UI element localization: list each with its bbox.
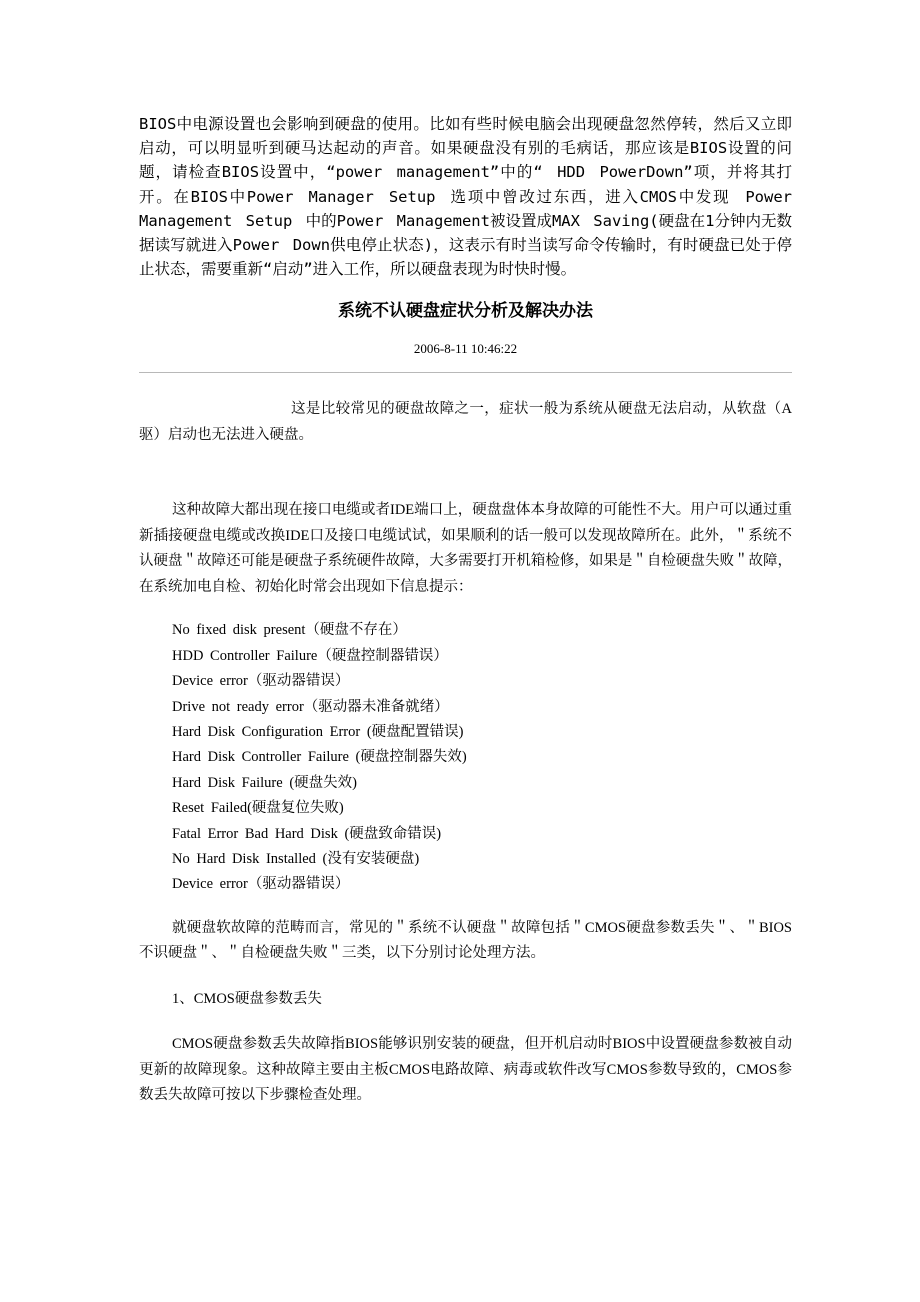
- document-page: [139, 112, 792, 1109]
- error-message-item: HDD Controller Failure（硬盘控制器错误）: [172, 647, 448, 664]
- article-title: 系统不认硬盘症状分析及解决办法: [338, 301, 593, 322]
- fault-cause-paragraph: 这种故障大都出现在接口电缆或者IDE端口上，硬盘盘体本身故障的可能性不大。用户可以通过重新插接硬盘电缆或改换IDE口及接口电缆试试，如果顺利的话一般可以发现故障所在。此外，＂系统不认硬盘＂故障还可能是硬盘子系统硬件故障，大多需要打开机箱检修，如果是＂自检硬盘失败＂故障，在系统加电自检、初始化时常会出现如下信息提示：: [139, 502, 792, 595]
- bios-power-paragraph: BIOS中电源设置也会影响到硬盘的使用。比如有些时候电脑会出现硬盘忽然停转，然后又立即启动，可以明显听到硬马达起动的声音。如果硬盘没有别的毛病话，那应该是BIOS设置的问题，请检查BIOS设置中，“power management”中的“ HDD PowerDown”项，并将其打开。在BIOS中Power Manager Setup 选项中曾改过东西，进入CMOS中发现 Power Management Setup 中的Power Management被设置成MAX Saving(硬盘在1分钟内无数据读写就进入Power Down供电停止状态)，这表示有时当读写命令传输时，有时硬盘已处于停止状态，需要重新“启动”进入工作，所以硬盘表现为时快时慢。: [139, 115, 792, 279]
- error-message-item: Hard Disk Configuration Error (硬盘配置错误): [172, 724, 464, 741]
- error-message-item: Hard Disk Controller Failure (硬盘控制器失效): [172, 749, 467, 766]
- error-message-item: Device error（驱动器错误）: [172, 673, 350, 690]
- section-heading-cmos: 1、CMOS硬盘参数丢失: [172, 990, 322, 1007]
- error-message-list: [139, 618, 792, 897]
- error-message-item: Drive not ready error（驱动器未准备就绪）: [172, 698, 449, 715]
- intro-paragraph: 这是比较常见的硬盘故障之一，症状一般为系统从硬盘无法启动，从软盘（A驱）启动也无法进入硬盘。: [139, 401, 792, 443]
- article-date: 2006-8-11 10:46:22: [413, 341, 518, 357]
- error-message-item: Fatal Error Bad Hard Disk (硬盘致命错误): [172, 825, 442, 842]
- cmos-paragraph: CMOS硬盘参数丢失故障指BIOS能够识别安装的硬盘，但开机启动时BIOS中设置硬盘参数被自动更新的故障现象。这种故障主要由主板CMOS电路故障、病毒或软件改写CMOS参数导致的，CMOS参数丢失故障可按以下步骤检查处理。: [139, 1036, 792, 1104]
- error-message-item: Reset Failed(硬盘复位失败): [172, 800, 344, 817]
- error-message-item: No fixed disk present（硬盘不存在）: [172, 622, 407, 639]
- soft-fault-paragraph: 就硬盘软故障的范畴而言，常见的＂系统不认硬盘＂故障包括＂CMOS硬盘参数丢失＂、＂BIOS不识硬盘＂、＂自检硬盘失败＂三类，以下分别讨论处理方法。: [139, 919, 792, 962]
- title-divider: [139, 372, 792, 373]
- error-message-item: Hard Disk Failure (硬盘失效): [172, 774, 357, 791]
- error-message-item: Device error（驱动器错误）: [172, 876, 350, 893]
- error-message-item: No Hard Disk Installed (没有安装硬盘): [172, 851, 420, 868]
